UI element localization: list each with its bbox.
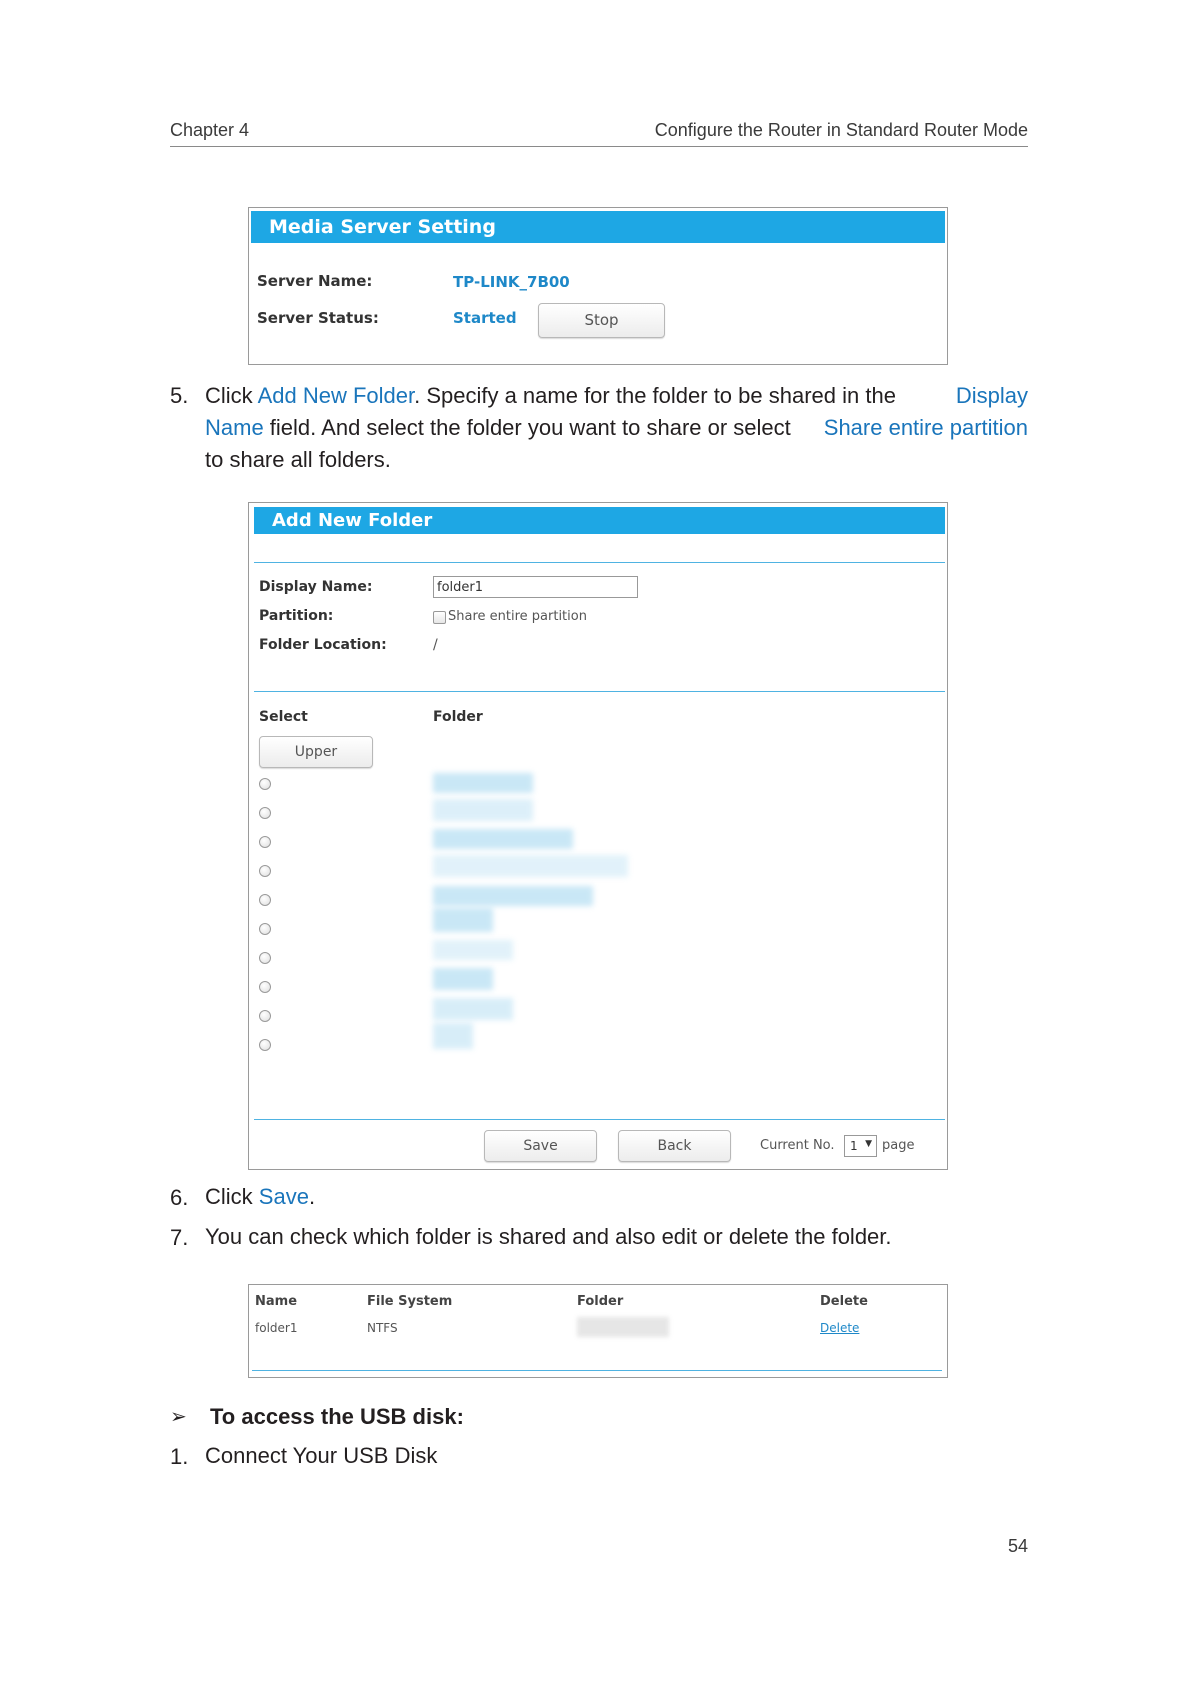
- section-title: Configure the Router in Standard Router Mode: [654, 120, 1028, 140]
- select-column-header: Select: [259, 709, 308, 725]
- divider: [254, 1119, 945, 1120]
- chevron-down-icon: ▼: [865, 1139, 872, 1149]
- step5-line3: to share all folders.: [205, 447, 391, 472]
- step1-number: 1.: [170, 1444, 189, 1469]
- page-number: 54: [1007, 1536, 1028, 1556]
- step5-number: 5.: [170, 383, 189, 408]
- redacted-folder-name: [433, 908, 493, 932]
- step6-text-part: Click: [205, 1184, 259, 1209]
- delete-link[interactable]: Delete: [820, 1321, 860, 1335]
- stop-button[interactable]: Stop: [538, 303, 665, 338]
- step1-text: Connect Your USB Disk: [205, 1443, 438, 1468]
- page-select-value: 1: [850, 1139, 858, 1153]
- add-folder-panel: [248, 502, 948, 1170]
- divider: [254, 562, 945, 563]
- folder-location-label: Folder Location:: [259, 637, 387, 653]
- chapter-label: Chapter 4: [170, 120, 250, 140]
- step5-line1-words: [205, 380, 896, 412]
- server-status-label: Server Status:: [257, 309, 379, 327]
- server-name-label: Server Name:: [257, 272, 373, 290]
- step5-text: . Specify a name for the folder to be shared in the: [414, 383, 896, 408]
- folder-radio[interactable]: [259, 952, 271, 964]
- redacted-folder-name: [433, 886, 593, 906]
- share-entire-checkbox[interactable]: [433, 611, 446, 624]
- row-name: folder1: [255, 1321, 298, 1335]
- folder-radio[interactable]: [259, 865, 271, 877]
- folder-radio[interactable]: [259, 1010, 271, 1022]
- folder-radio[interactable]: [259, 807, 271, 819]
- redacted-folder-name: [433, 940, 513, 960]
- back-button[interactable]: Back: [618, 1130, 731, 1162]
- server-name-value: TP-LINK_7B00: [453, 273, 570, 291]
- step7-text: You can check which folder is shared and also edit or delete the folder.: [205, 1224, 892, 1249]
- arrow-bullet-icon: ➢: [170, 1404, 187, 1428]
- page-select[interactable]: [844, 1135, 877, 1157]
- row-file-system: NTFS: [367, 1321, 398, 1335]
- redacted-folder-name: [433, 998, 513, 1020]
- folder-location-value: /: [433, 637, 438, 653]
- redacted-folder-name: [433, 1023, 473, 1049]
- step5-text: Click: [205, 383, 258, 408]
- share-entire-partition-link[interactable]: Share entire partition: [823, 415, 1028, 440]
- save-link[interactable]: Save: [258, 1184, 309, 1209]
- redacted-folder-name: [433, 829, 573, 849]
- folder-radio[interactable]: [259, 981, 271, 993]
- folder-column-header: Folder: [577, 1294, 624, 1309]
- name-column-header: Name: [255, 1294, 298, 1309]
- display-name-label: Display Name:: [259, 579, 373, 595]
- folder-radio[interactable]: [259, 836, 271, 848]
- save-button[interactable]: Save: [484, 1130, 597, 1162]
- delete-column-header: Delete: [820, 1294, 868, 1309]
- shared-folder-table: [248, 1284, 948, 1378]
- step5-line2-words: [205, 412, 791, 444]
- display-name-input[interactable]: [433, 576, 638, 598]
- redacted-folder-name: [433, 968, 493, 990]
- folder-column-header: Folder: [433, 709, 483, 725]
- media-server-title: Media Server Setting: [251, 211, 945, 243]
- folder-radio[interactable]: [259, 894, 271, 906]
- redacted-folder-name: [433, 855, 628, 877]
- redacted-folder-path: [577, 1317, 669, 1337]
- usb-heading: To access the USB disk:: [210, 1404, 464, 1429]
- add-new-folder-link[interactable]: Add New Folder: [257, 383, 415, 408]
- partition-label: Partition:: [259, 608, 334, 624]
- current-no-label: Current No.: [760, 1138, 835, 1153]
- page-label: page: [882, 1138, 915, 1153]
- step5-paragraph: [205, 380, 1028, 476]
- folder-radio[interactable]: [259, 923, 271, 935]
- file-system-column-header: File System: [367, 1294, 453, 1309]
- divider: [254, 691, 945, 692]
- share-entire-label: Share entire partition: [448, 609, 587, 624]
- step7-number: 7.: [170, 1225, 189, 1250]
- folder-radio[interactable]: [259, 1039, 271, 1051]
- add-folder-title: Add New Folder: [254, 507, 945, 534]
- step5-text: field. And select the folder you want to share or select: [263, 415, 791, 440]
- display-name-link-cont[interactable]: Name: [205, 415, 264, 440]
- media-server-panel: [248, 207, 948, 365]
- server-status-value: Started: [453, 309, 517, 327]
- step6-text: [205, 1181, 315, 1213]
- folder-radio[interactable]: [259, 778, 271, 790]
- header-divider: [170, 146, 1028, 147]
- upper-button[interactable]: Upper: [259, 736, 373, 768]
- redacted-folder-name: [433, 773, 533, 793]
- step5-line2: [205, 412, 1028, 444]
- redacted-folder-name: [433, 799, 533, 821]
- step6-text-part: .: [308, 1184, 316, 1209]
- display-name-link[interactable]: Display: [955, 383, 1028, 408]
- step5-line1: [205, 380, 1028, 412]
- step6-number: 6.: [170, 1185, 189, 1210]
- table-bottom-divider: [252, 1370, 942, 1371]
